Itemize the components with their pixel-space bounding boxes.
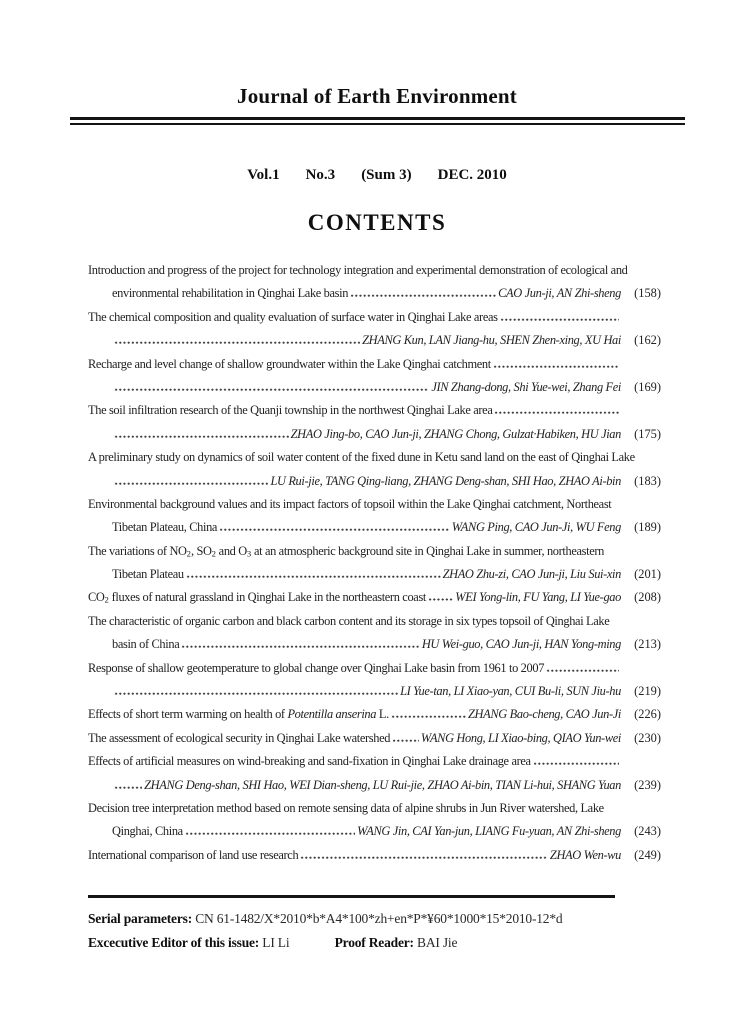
toc-line-main xyxy=(88,493,661,516)
dot-leader xyxy=(533,750,619,773)
dot-leader xyxy=(391,703,466,726)
page-number: (162) xyxy=(634,333,661,348)
toc-entry-line xyxy=(88,680,661,703)
toc-entry-line xyxy=(88,750,661,773)
double-rule-divider xyxy=(70,117,685,125)
article-title-text: The chemical composition and quality evaluation of surface water in Qinghai Lake areas xyxy=(88,309,498,324)
dot-leader xyxy=(350,282,496,305)
toc-line-main xyxy=(88,563,621,586)
toc-line-main xyxy=(88,423,621,446)
executive-editor-label: Excecutive Editor of this issue: xyxy=(88,935,260,950)
proof-reader-label: Proof Reader: xyxy=(334,935,414,950)
article-authors: ZHANG Deng-shan, SHI Hao, WEI Dian-sheng, LU Rui-jie, ZHAO Ai-bin, TIAN Li-hui, SHANG Yuan xyxy=(144,777,621,792)
toc-entry-line xyxy=(88,703,661,726)
toc-entry-line xyxy=(88,563,661,586)
article-title-text: Effects of artificial measures on wind-breaking and sand-fixation in Qinghai Lake drainage area xyxy=(88,754,531,769)
toc-line-main xyxy=(88,516,621,539)
page-number: (219) xyxy=(634,684,661,699)
journal-title: Journal of Earth Environment xyxy=(237,84,517,108)
dot-leader xyxy=(114,680,398,703)
toc-line-main xyxy=(88,376,621,399)
article-title-text: Recharge and level change of shallow groundwater within the Lake Qinghai catchment xyxy=(88,356,491,371)
article-authors: WANG Hong, LI Xiao-bing, QIAO Yun-wei xyxy=(420,730,621,745)
toc-entry-line xyxy=(88,353,661,376)
footer-rule xyxy=(88,895,615,898)
dot-leader xyxy=(114,774,142,797)
dot-leader xyxy=(300,844,548,867)
article-title-text: CO2 fluxes of natural grassland in Qinghai Lake in the northeastern coast xyxy=(88,590,427,606)
toc-entry-line xyxy=(88,259,661,282)
serial-parameters-value: CN 61-1482/X*2010*b*A4*100*zh+en*P*¥60*1000*15*2010-12*d xyxy=(195,911,563,926)
toc-line-main xyxy=(88,657,621,680)
toc-entry-line xyxy=(88,446,661,469)
article-authors: LI Yue-tan, LI Xiao-yan, CUI Bu-li, SUN Jiu-hu xyxy=(400,684,621,699)
toc-entry-line xyxy=(88,516,661,539)
article-authors: WANG Jin, CAI Yan-jun, LIANG Fu-yuan, AN Zhi-sheng xyxy=(357,824,621,839)
toc-line-main xyxy=(88,844,621,867)
dot-leader xyxy=(219,516,450,539)
toc-line-main xyxy=(88,820,621,843)
toc-entry-line xyxy=(88,470,661,493)
toc-line-main xyxy=(88,633,621,656)
sum-label: (Sum 3) xyxy=(361,167,412,183)
issue-line xyxy=(0,167,754,184)
article-title-text: International comparison of land use research xyxy=(88,847,299,862)
toc-line-main xyxy=(88,329,621,352)
page-number: (201) xyxy=(634,567,661,582)
toc-entry-line xyxy=(88,329,661,352)
toc-entry-line xyxy=(88,306,661,329)
toc-line-main xyxy=(88,470,621,493)
toc-entry-line xyxy=(88,727,661,750)
article-authors: ZHAO Wen-wu xyxy=(549,847,621,862)
page-number: (208) xyxy=(634,590,661,605)
article-title-text: Decision tree interpretation method based on remote sensing data of alpine shrubs in Jun River watershed, Lake xyxy=(88,800,604,815)
toc-entry-line xyxy=(88,586,661,609)
dot-leader xyxy=(185,820,355,843)
toc-line-main xyxy=(88,703,621,726)
dot-leader xyxy=(392,727,419,750)
toc-line-main xyxy=(88,540,661,566)
page-number: (183) xyxy=(634,473,661,488)
article-authors: LU Rui-jie, TANG Qing-liang, ZHANG Deng-shan, SHI Hao, ZHAO Ai-bin xyxy=(270,473,621,488)
page-number: (169) xyxy=(634,379,661,394)
serial-parameters-line xyxy=(88,911,562,927)
article-authors: CAO Jun-ji, AN Zhi-sheng xyxy=(498,286,621,301)
toc-entry-line xyxy=(88,657,661,680)
toc-line-main xyxy=(88,680,621,703)
article-authors: WEI Yong-lin, FU Yang, LI Yue-gao xyxy=(455,590,621,605)
volume-label: Vol.1 xyxy=(247,167,280,183)
toc-line-main xyxy=(88,353,621,376)
dot-leader xyxy=(494,399,619,422)
article-title-text: Tibetan Plateau xyxy=(112,567,184,582)
toc-entry-line xyxy=(88,376,661,399)
page-number: (230) xyxy=(634,730,661,745)
article-authors: JIN Zhang-dong, Shi Yue-wei, Zhang Fei xyxy=(431,379,621,394)
toc-entry-line xyxy=(88,423,661,446)
dot-leader xyxy=(493,353,619,376)
article-title-text: Response of shallow geotemperature to global change over Qinghai Lake basin from 1961 to 2007 xyxy=(88,660,545,675)
article-authors: HU Wei-guo, CAO Jun-ji, HAN Yong-ming xyxy=(421,637,621,652)
toc-entry-line xyxy=(88,493,661,516)
toc-entry-line xyxy=(88,540,661,563)
number-label: No.3 xyxy=(305,167,336,183)
article-authors: ZHAO Zhu-zi, CAO Jun-ji, Liu Sui-xin xyxy=(442,567,621,582)
page-number: (158) xyxy=(634,286,661,301)
article-title-text: Effects of short term warming on health of Potentilla anserina L. xyxy=(88,707,389,722)
toc-line-main xyxy=(88,282,621,305)
toc-entry-line xyxy=(88,820,661,843)
toc-line-main xyxy=(88,774,621,797)
toc-entry-line xyxy=(88,844,661,867)
article-title-text: basin of China xyxy=(112,637,180,652)
toc-entry-line xyxy=(88,610,661,633)
page-number: (175) xyxy=(634,426,661,441)
article-authors: ZHANG Kun, LAN Jiang-hu, SHEN Zhen-xing, XU Hai xyxy=(362,333,621,348)
dot-leader xyxy=(114,423,289,446)
article-title-text: The characteristic of organic carbon and black carbon content and its storage in six types topsoil of Qinghai Lake xyxy=(88,613,610,628)
toc-line-main xyxy=(88,750,621,773)
toc-list xyxy=(88,259,661,867)
dot-leader xyxy=(428,586,453,612)
article-authors: WANG Ping, CAO Jun-Ji, WU Feng xyxy=(451,520,621,535)
dot-leader xyxy=(500,306,619,329)
editor-line xyxy=(88,935,457,951)
executive-editor-value: LI Li xyxy=(262,935,290,950)
article-title-text: The assessment of ecological security in Qinghai Lake watershed xyxy=(88,730,391,745)
article-title-text: Introduction and progress of the project for technology integration and experimental demonstration of ecological and xyxy=(88,263,628,277)
proof-reader-value: BAI Jie xyxy=(417,935,458,950)
article-title-text: The soil infiltration research of the Quanji township in the northwest Qinghai Lake area xyxy=(88,403,493,418)
toc-line-main xyxy=(88,727,621,750)
toc-line-main xyxy=(88,399,621,422)
page-number: (243) xyxy=(634,824,661,839)
contents-title: CONTENTS xyxy=(307,210,447,235)
dot-leader xyxy=(114,376,429,399)
dot-leader xyxy=(114,470,268,493)
toc-line-main xyxy=(88,446,661,469)
toc-line-main xyxy=(88,306,621,329)
toc-line-main xyxy=(88,610,661,633)
toc-entry-line xyxy=(88,399,661,422)
article-title-text: A preliminary study on dynamics of soil water content of the fixed dune in Ketu sand land on the east of Qinghai Lake xyxy=(88,450,635,465)
article-authors: ZHAO Jing-bo, CAO Jun-ji, ZHANG Chong, Gulzat·Habiken, HU Jian xyxy=(290,426,621,441)
page-number: (239) xyxy=(634,777,661,792)
toc-line-main xyxy=(88,586,621,612)
toc-line-main xyxy=(88,797,661,820)
toc-entry-line xyxy=(88,633,661,656)
date-label: DEC. 2010 xyxy=(437,167,507,183)
dot-leader xyxy=(546,657,619,680)
dot-leader xyxy=(114,329,360,352)
serial-parameters-label: Serial parameters: xyxy=(88,911,192,926)
toc-line-main xyxy=(88,259,661,282)
page-number: (226) xyxy=(634,707,661,722)
toc-entry-line xyxy=(88,797,661,820)
page-number: (213) xyxy=(634,637,661,652)
article-title-text: Qinghai, China xyxy=(112,824,183,839)
page-number: (249) xyxy=(634,847,661,862)
article-title-text: environmental rehabilitation in Qinghai Lake basin xyxy=(112,286,349,301)
article-title-text: Environmental background values and its impact factors of topsoil within the Lake Qinghai catchment, Northeast xyxy=(88,496,612,511)
article-title-text: Tibetan Plateau, China xyxy=(112,520,218,535)
article-authors: ZHANG Bao-cheng, CAO Jun-Ji xyxy=(468,707,621,722)
toc-entry-line xyxy=(88,282,661,305)
dot-leader xyxy=(181,633,419,656)
dot-leader xyxy=(186,563,441,586)
toc-entry-line xyxy=(88,774,661,797)
page-number: (189) xyxy=(634,520,661,535)
article-title-text: The variations of NO2, SO2 and O3 at an atmospheric background site in Qinghai Lake in summer, northeastern xyxy=(88,543,604,559)
